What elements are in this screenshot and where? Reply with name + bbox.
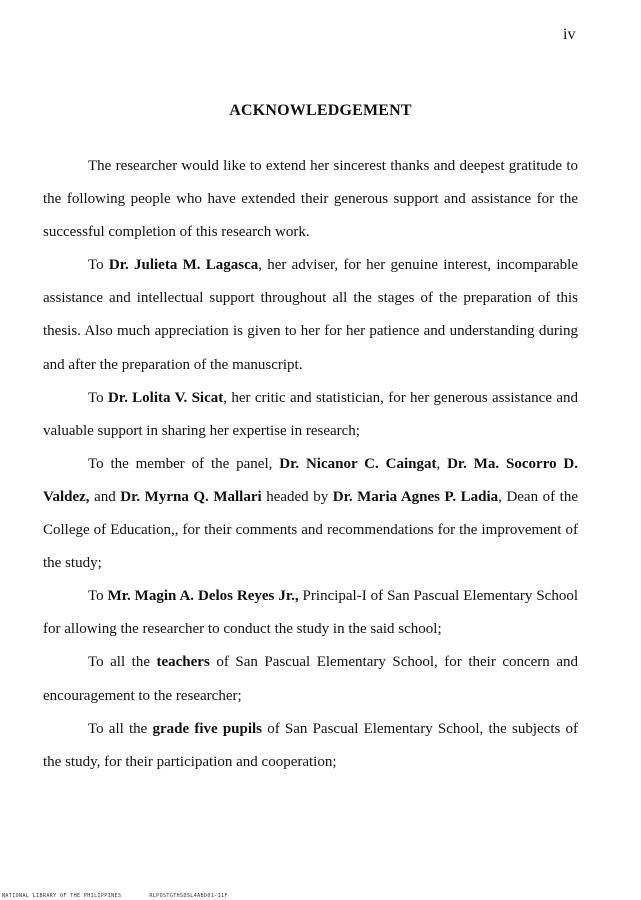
paragraph-panel: To the member of the panel, Dr. Nicanor C. Caingat, Dr. Ma. Socorro D. Valdez, and Dr. Myrna Q. Mallari headed by Dr. Maria Agnes P. Ladia, Dean of the College of Education,, for their comments and recommendations for the improvement of the study; — [43, 455, 579, 572]
paragraph-adviser: To Dr. Julieta M. Lagasca, her adviser, for her genuine interest, incomparable assistance and intellectual support throughout all the stages of the preparation of this thesis. Also much appreciation is given to her for her patience and understanding during and after the preparation of the manuscript. — [43, 257, 578, 373]
footer-library: NATIONAL LIBRARY OF THE PHILIPPINES — [2, 893, 122, 899]
pupils-label: grade five pupils — [152, 720, 263, 737]
page-number: iv — [563, 26, 576, 43]
paragraph-pupils: To all the grade five pupils of San Pascual Elementary School, the subjects of the study, for their participation and cooperation; — [43, 720, 578, 770]
teachers-label: teachers — [156, 654, 210, 671]
name-panel-1: Dr. Nicanor C. Caingat — [279, 455, 437, 472]
paragraph-critic: To Dr. Lolita V. Sicat, her critic and statistician, for her generous assistance and valuable support in sharing her expertise in research; — [43, 389, 578, 439]
name-critic: Dr. Lolita V. Sicat — [107, 389, 224, 406]
name-dean: Dr. Maria Agnes P. Ladia — [332, 488, 499, 505]
paragraph-teachers: To all the teachers of San Pascual Elementary School, for their concern and encouragement to the researcher; — [43, 654, 578, 704]
paragraph-principal: To Mr. Magin A. Delos Reyes Jr., Principal-I of San Pascual Elementary School for allowing the researcher to conduct the study in the said school; — [43, 588, 579, 638]
acknowledgement-body — [43, 150, 578, 779]
name-principal: Mr. Magin A. Delos Reyes Jr., — [107, 588, 299, 605]
footer-code: RLPOSTGTHSDSL4ABD01-11F — [149, 893, 228, 899]
name-adviser: Dr. Julieta M. Lagasca — [108, 257, 259, 274]
name-panel-3: Dr. Myrna Q. Mallari — [120, 488, 262, 505]
page-title: ACKNOWLEDGEMENT — [229, 102, 412, 119]
footer-stamp — [2, 893, 228, 899]
paragraph-intro: The researcher would like to extend her sincerest thanks and deepest gratitude to the following people who have extended their generous support and assistance for the successful completion of this research work. — [43, 158, 578, 241]
name-panel-2: Dr. Ma. Socorro D. Valdez, — [43, 455, 579, 505]
